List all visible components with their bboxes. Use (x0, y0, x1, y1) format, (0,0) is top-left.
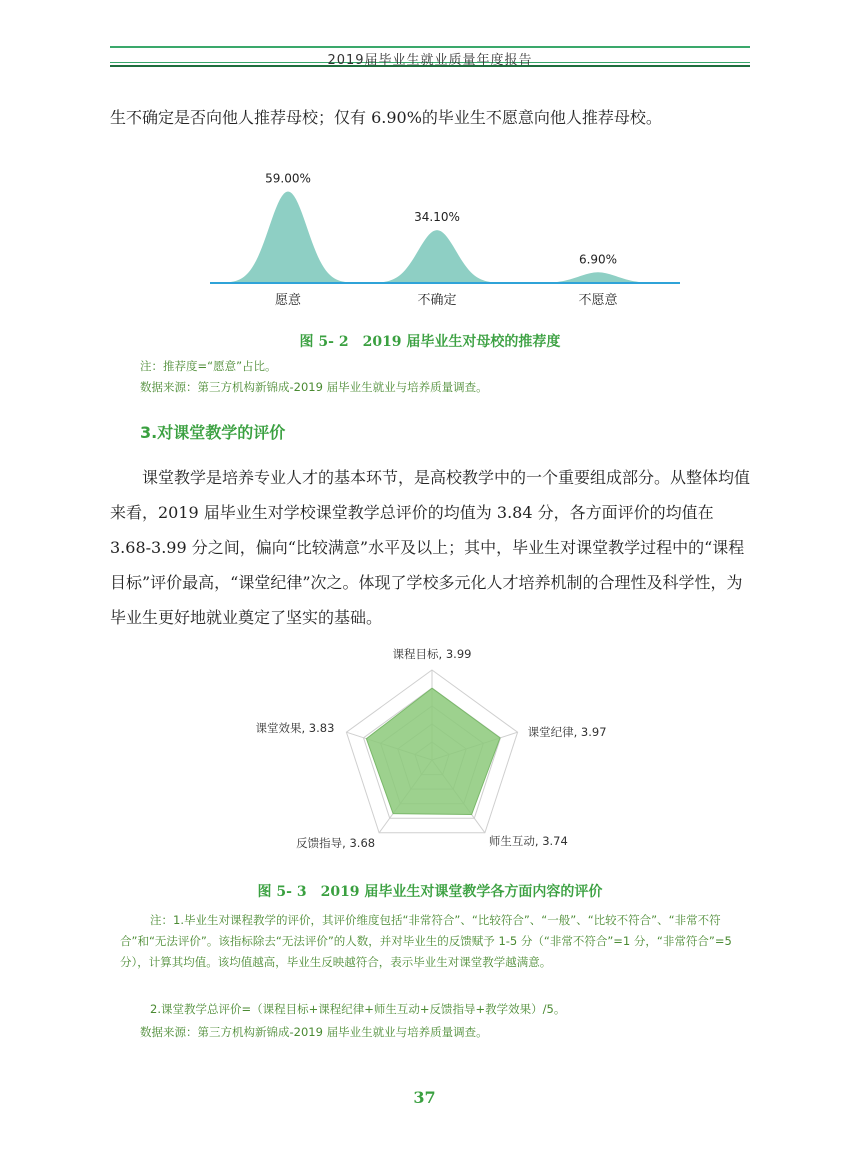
axis-label: 课堂效果, 3.83 (255, 721, 335, 736)
recommendation-area-chart (200, 160, 690, 320)
data-label: 6.90% (578, 252, 618, 267)
figure2-note: 注：1.毕业生对课程教学的评价，其评价维度包括“非常符合”、“比较符合”、“一般”、“比较不符合”、“非常不符合”和“无法评价”。该指标除去“无法评价”的人数，并对毕业生的反馈赋予 1-5 分（“非常不符合”=1 分，“非常符合”=5 分），计算其均值。该均值越高，毕业生反映越符合，表示毕业生对课堂教学越满意。 (120, 913, 732, 969)
area-peak-2 (375, 230, 499, 283)
category-label: 愿意 (274, 293, 302, 308)
figure2-formula-note: 2.课堂教学总评价=（课程目标+课程纪律+师生互动+反馈指导+教学效果）/5。 (150, 1002, 566, 1016)
header-title: 2019届毕业生就业质量年度报告 (327, 53, 533, 68)
figure1-note: 注：推荐度=“愿意”占比。 (140, 359, 277, 373)
axis-label: 课程目标, 3.99 (392, 647, 472, 661)
axis-label: 课堂纪律, 3.97 (527, 725, 607, 740)
figure2-source: 数据来源：第三方机构新锦成-2019 届毕业生就业与培养质量调查。 (140, 1025, 488, 1039)
page-header (110, 40, 750, 70)
teaching-radar-chart (220, 640, 650, 870)
data-label: 34.10% (414, 210, 460, 225)
paragraph-recommendation: 生不确定是否向他人推荐母校；仅有 6.90%的毕业生不愿意向他人推荐母校。 (110, 108, 662, 127)
data-label: 59.00% (265, 171, 311, 186)
figure1-source: 数据来源：第三方机构新锦成-2019 届毕业生就业与培养质量调查。 (140, 380, 488, 394)
radar-data-area (366, 688, 500, 814)
paragraph-classroom-teaching: 课堂教学是培养专业人才的基本环节，是高校教学中的一个重要组成部分。从整体均值来看，2019 届毕业生对学校课堂教学总评价的均值为 3.84 分，各方面评价的均值在 3.68-3.99 分之间，偏向“比较满意”水平及以上；其中，毕业生对课堂教学过程中的“课程目标”评价最高，“课堂纪律”次之。体现了学校多元化人才培养机制的合理性及科学性，为毕业生更好地就业奠定了坚实的基础。 (110, 468, 751, 627)
page-number: 37 (413, 1088, 436, 1107)
area-peak-3 (536, 272, 660, 283)
category-label: 不确定 (417, 293, 457, 308)
axis-label: 反馈指导, 3.68 (296, 835, 376, 850)
section-heading: 3.对课堂教学的评价 (140, 423, 286, 442)
axis-label: 师生互动, 3.74 (488, 833, 568, 848)
figure1-caption: 图 5- 2 2019 届毕业生对母校的推荐度 (299, 334, 561, 350)
figure2-caption: 图 5- 3 2019 届毕业生对课堂教学各方面内容的评价 (257, 884, 603, 900)
category-label: 不愿意 (578, 293, 618, 308)
area-peak-1 (226, 192, 350, 283)
